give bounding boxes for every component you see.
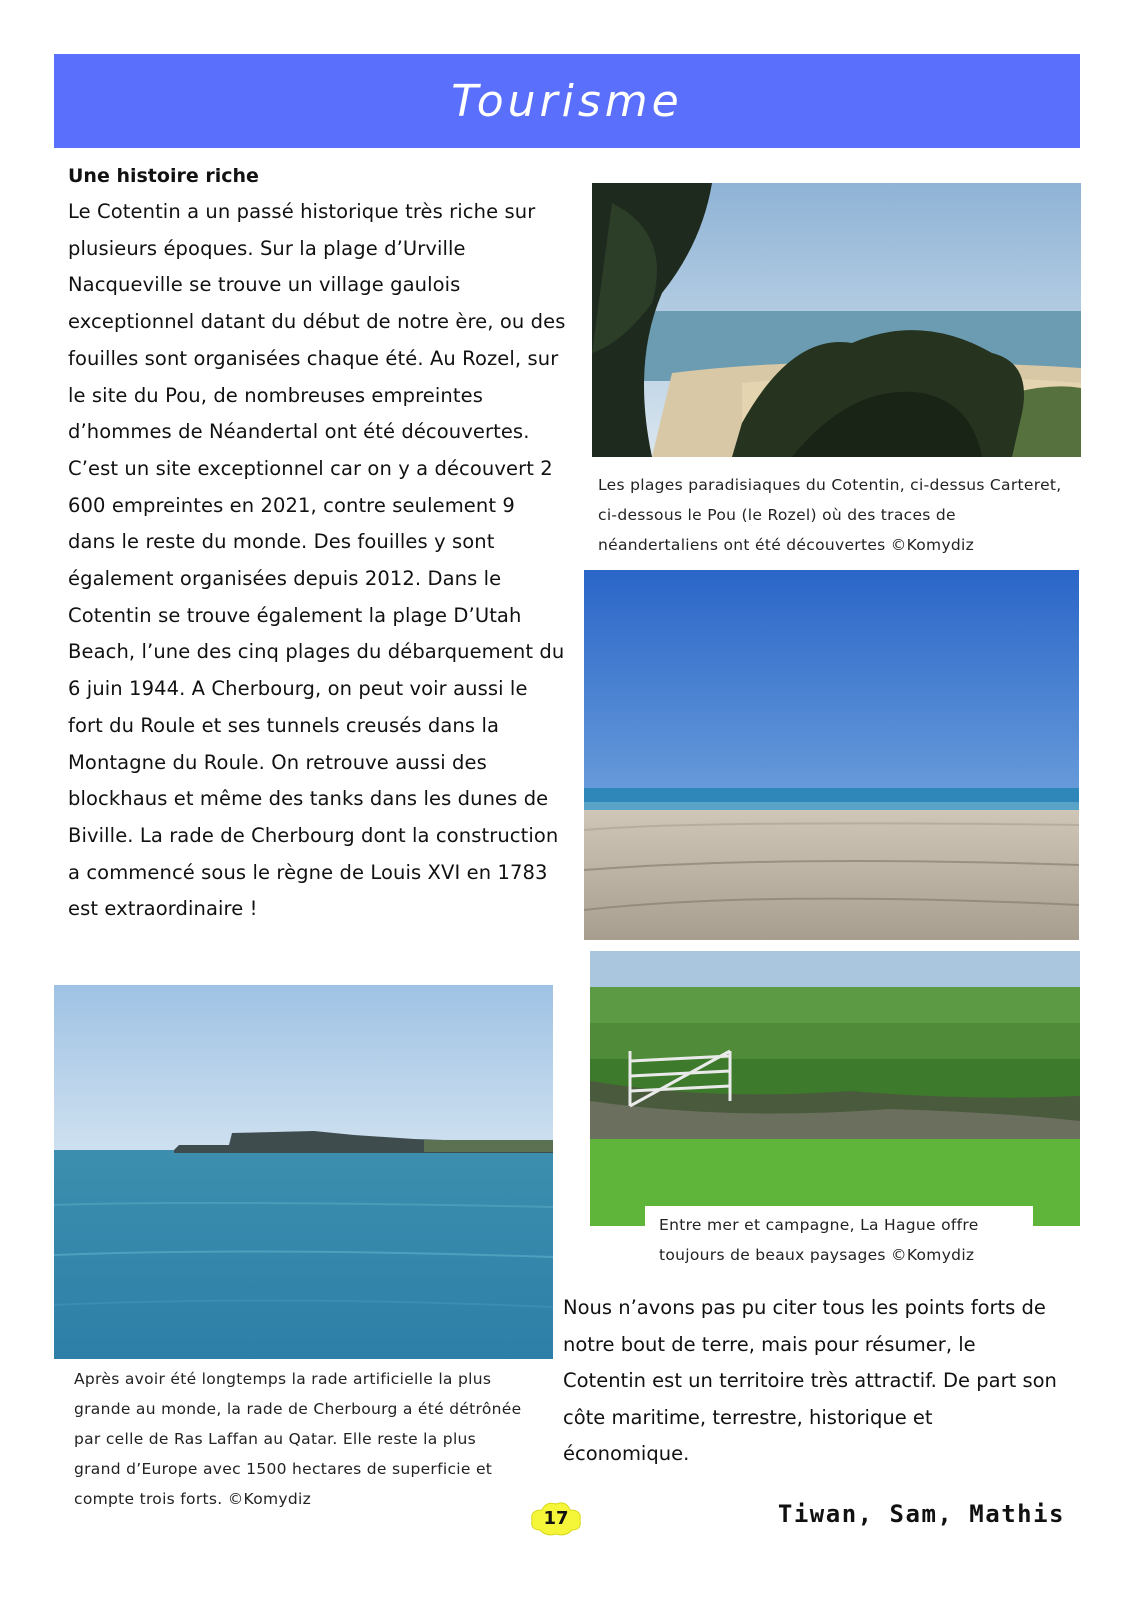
title-banner xyxy=(54,54,1080,148)
caption-la-hague: Entre mer et campagne, La Hague offre toujours de beaux paysages ©Komydiz xyxy=(645,1206,1033,1270)
article xyxy=(68,162,568,928)
photo-carteret xyxy=(592,183,1081,457)
authors: Tiwan, Sam, Mathis xyxy=(777,1500,1065,1528)
page-number: 17 xyxy=(543,1507,569,1529)
photo-la-hague xyxy=(590,951,1080,1226)
page-title: Tourisme xyxy=(451,75,683,127)
page-number-badge xyxy=(528,1498,584,1538)
article-subhead: Une histoire riche xyxy=(68,165,259,187)
conclusion-text: Nous n’avons pas pu citer tous les points forts de notre bout de terre, mais pour résumer, le Cotentin est un territoire très attractif. De part son côte maritime, terrestre, historique et économique. xyxy=(563,1296,1057,1465)
caption-beaches: Les plages paradisiaques du Cotentin, ci-dessus Carteret, ci-dessous le Pou (le Rozel) où des traces de néandertaliens ont été découvertes ©Komydiz xyxy=(598,476,1062,554)
article-body: Le Cotentin a un passé historique très riche sur plusieurs époques. Sur la plage d’Urville Nacqueville se trouve un village gaulois exceptionnel datant du début de notre ère, ou des fouilles sont organisées chaque été. Au Rozel, sur le site du Pou, de nombreuses empreintes d’hommes de Néandertal ont été découvertes. C’est un site exceptionnel car on y a découvert 2 600 empreintes en 2021, contre seulement 9 dans le reste du monde. Des fouilles y sont également organisées depuis 2012. Dans le Cotentin se trouve également la plage D’Utah Beach, l’une des cinq plages du débarquement du 6 juin 1944. A Cherbourg, on peut voir aussi le fort du Roule et ses tunnels creusés dans la Montagne du Roule. On retrouve aussi des blockhaus et même des tanks dans les dunes de Biville. La rade de Cherbourg dont la construction a commencé sous le règne de Louis XVI en 1783 est extraordinaire ! xyxy=(68,200,566,921)
photo-le-pou xyxy=(584,570,1079,940)
photo-rade-cherbourg xyxy=(54,985,553,1359)
caption-rade: Après avoir été longtemps la rade artificielle la plus grande au monde, la rade de Cherbourg a été détrônée par celle de Ras Laffan au Qatar. Elle reste la plus grand d’Europe avec 1500 hectares de superficie et compte trois forts. ©Komydiz xyxy=(74,1370,522,1508)
